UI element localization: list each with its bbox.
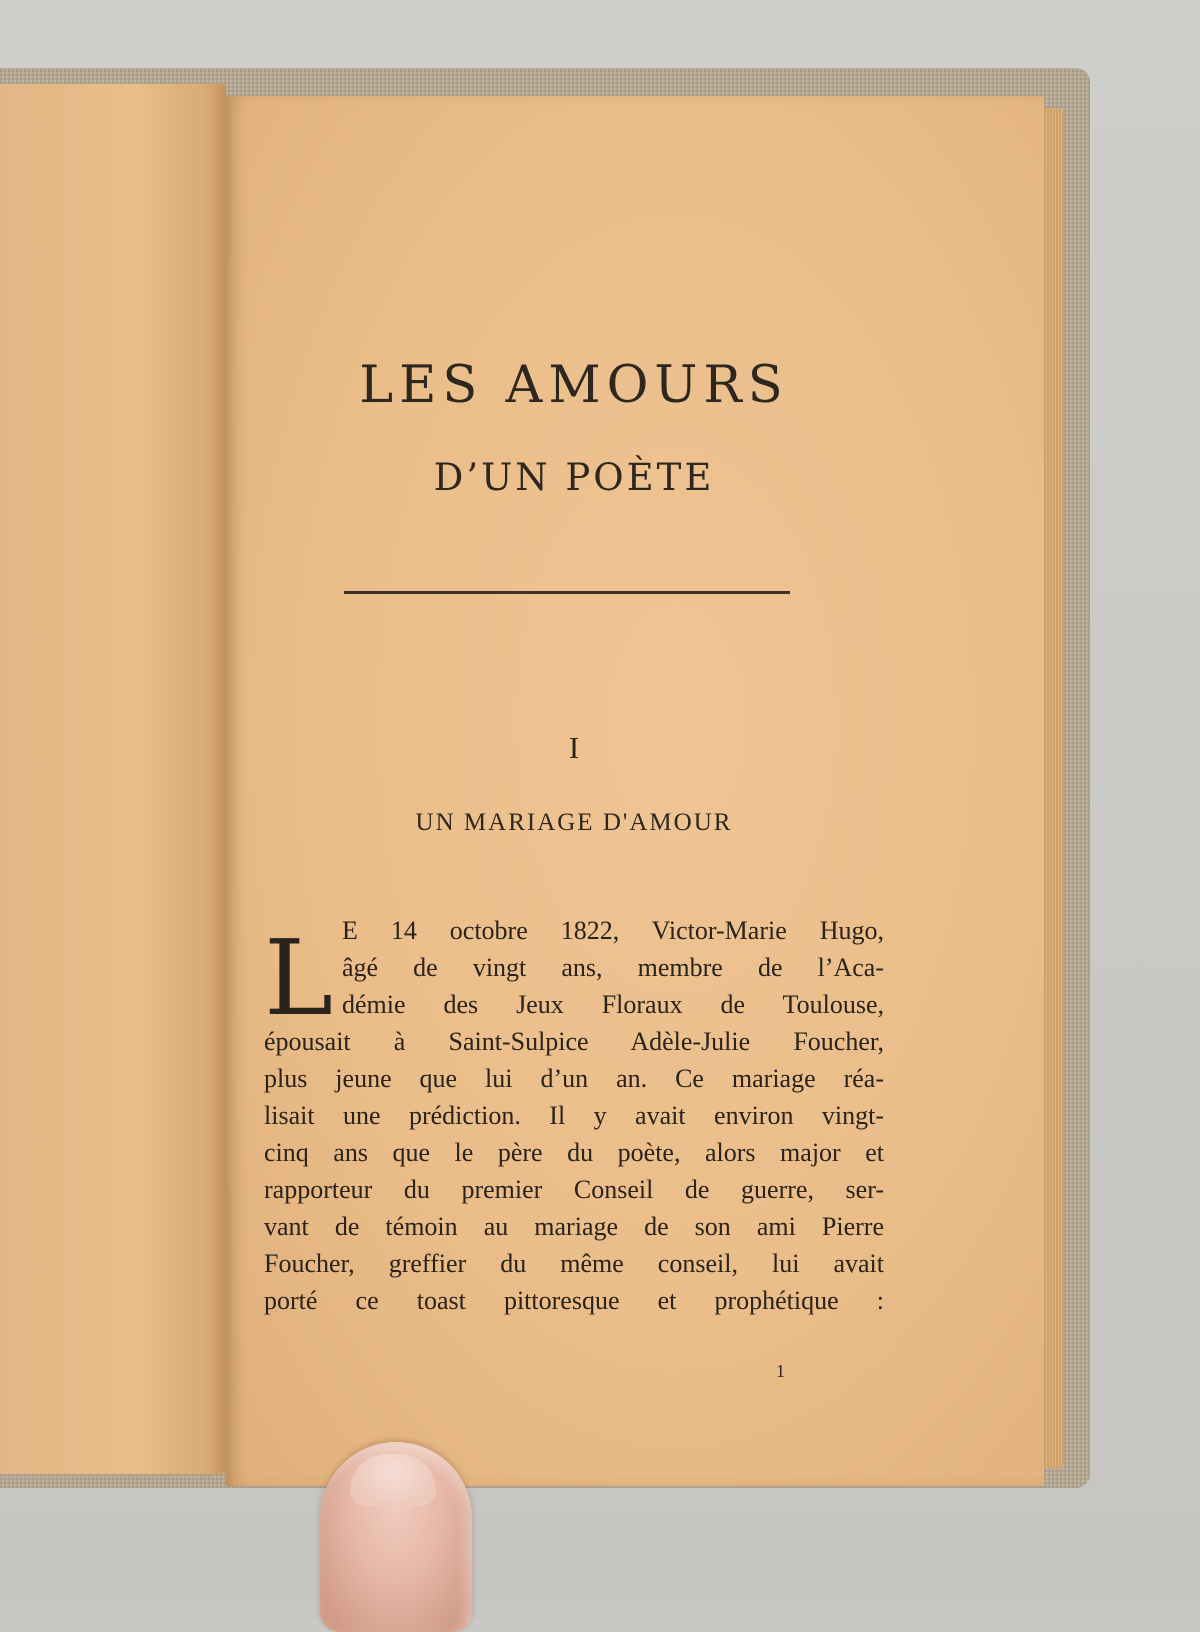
body-line: âgé de vingt ans, membre de l’Aca- [342, 953, 884, 982]
body-line: plus jeune que lui d’un an. Ce mariage réa- [264, 1064, 884, 1093]
body-line: épousait à Saint-Sulpice Adèle-Julie Foucher, [264, 1027, 884, 1056]
book-title: LES AMOURS [359, 356, 789, 415]
left-page [0, 84, 226, 1474]
title-rule [344, 591, 790, 594]
body-line: vant de témoin au mariage de son ami Pierre [264, 1212, 884, 1241]
body-line: lisait une prédiction. Il y avait environ vingt- [264, 1101, 884, 1130]
body-line: porté ce toast pittoresque et prophétique : [264, 1286, 884, 1315]
body-line: démie des Jeux Floraux de Toulouse, [342, 990, 884, 1019]
thumbnail-nail [350, 1454, 436, 1506]
body-line: cinq ans que le père du poète, alors major et [264, 1138, 884, 1167]
book-subtitle: D’UN POÈTE [433, 456, 715, 499]
chapter-number: I [568, 730, 580, 765]
drop-cap: L [264, 917, 334, 1039]
body-line: rapporteur du premier Conseil de guerre, ser- [264, 1175, 884, 1204]
page-number: 1 [776, 1361, 785, 1381]
chapter-title: UN MARIAGE D'AMOUR [415, 809, 733, 836]
body-line: Foucher, greffier du même conseil, lui avait [264, 1249, 884, 1278]
holding-thumb [320, 1442, 472, 1632]
body-line: E 14 octobre 1822, Victor-Marie Hugo, [342, 916, 884, 945]
